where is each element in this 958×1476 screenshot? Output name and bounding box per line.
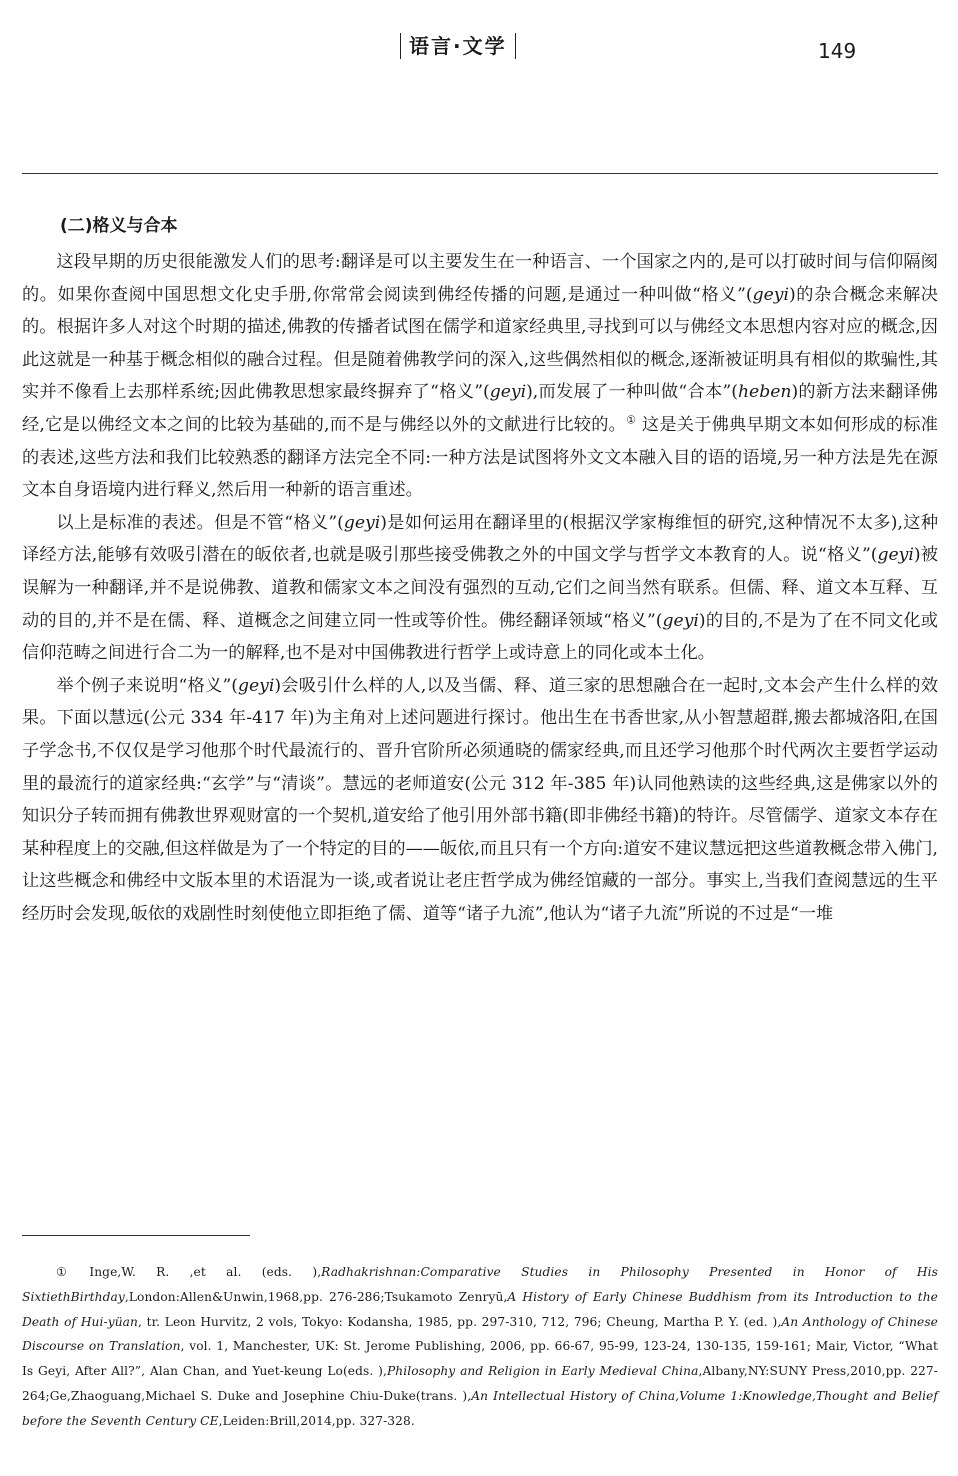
main-content xyxy=(22,212,938,930)
citation-title: An Anthology of Chinese Discourse on Translation xyxy=(22,1314,938,1354)
running-header-section: 语言·文学 xyxy=(400,33,516,59)
footnote-rule xyxy=(22,1235,250,1236)
paragraph: 举个例子来说明“格义”(geyi)会吸引什么样的人,以及当儒、释、道三家的思想融合在一起时,文本会产生什么样的效果。下面以慧远(公元 334 年-417 年)为主角对上述问题进行探讨。他出生在书香世家,从小智慧超群,搬去都城洛阳,在国子学念书,不仅仅是学习他那个时代最流行的、晋升官阶所必须通晓的儒家经典,而且还学习他那个时代两次主要哲学运动里的最流行的道家经典:“玄学”与“清谈”。慧远的老师道安(公元 312 年-385 年)认同他熟读的这些经典,这是佛家以外的知识分子转而拥有佛教世界观财富的一个契机,道安给了他引用外部书籍(即非佛经书籍)的特许。尽管儒学、道家文本存在某种程度上的交融,但这样做是为了一个特定的目的——皈依,而且只有一个方向:道安不建议慧远把这些道教概念带入佛门,让这些概念和佛经中文版本里的术语混为一谈,或者说让老庄哲学成为佛经馆藏的一部分。事实上,当我们查阅慧远的生平经历时会发现,皈依的戏剧性时刻使他立即拒绝了儒、道等“诸子九流”,他认为“诸子九流”所说的不过是“一堆 xyxy=(22,675,939,924)
header-rule xyxy=(22,173,938,174)
citation-title: A History of Early Chinese Buddhism from its Introduction to the Death of Hui-yüan xyxy=(22,1289,938,1329)
footnote-ref: ① xyxy=(626,413,637,427)
section-heading: (二)格义与合本 xyxy=(60,216,178,236)
paragraph: 这段早期的历史很能激发人们的思考:翻译是可以主要发生在一种语言、一个国家之内的,是可以打破时间与信仰隔阂的。如果你查阅中国思想文化史手册,你常常会阅读到佛经传播的问题,是通过一种叫做“格义”(geyi)的杂合概念来解决的。根据许多人对这个时期的描述,佛教的传播者试图在儒学和道家经典里,寻找到可以与佛经文本思想内容对应的概念,因此这就是一种基于概念相似的融合过程。但是随着佛教学问的深入,这些偶然相似的概念,逐渐被证明具有相似的欺骗性,其实并不像看上去那样系统;因此佛教思想家最终摒弃了“格义”(geyi),而发展了一种叫做“合本”(heben)的新方法来翻译佛经,它是以佛经文本之间的比较为基础的,而不是与佛经以外的文献进行比较的。① 这是关于佛典早期文本如何形成的标准的表述,这些方法和我们比较熟悉的翻译方法完全不同:一种方法是试图将外文文本融入目的语的语境,另一种方法是先在源文本自身语境内进行释义,然后用一种新的语言重述。 xyxy=(22,252,938,501)
paragraph: 以上是标准的表述。但是不管“格义”(geyi)是如何运用在翻译里的(根据汉学家梅维恒的研究,这种情况不太多),这种译经方法,能够有效吸引潜在的皈依者,也就是吸引那些接受佛教之外的中国文学与哲学文本教育的人。说“格义”(geyi)被误解为一种翻译,并不是说佛教、道教和儒家文本之间没有强烈的互动,它们之间当然有联系。但儒、释、道文本互释、互动的目的,并不是在儒、释、道概念之间建立同一性或等价性。佛经翻译领域“格义”(geyi)的目的,不是为了在不同文化或信仰范畴之间进行合二为一的解释,也不是对中国佛教进行哲学上或诗意上的同化或本土化。 xyxy=(22,512,939,664)
citation-title: Philosophy and Religion in Early Medieval China xyxy=(386,1364,699,1379)
pinyin-term: geyi xyxy=(237,675,275,696)
pinyin-term: geyi xyxy=(877,545,914,566)
footnote-mark: ① xyxy=(56,1265,84,1279)
footnote-text: Inge,W. R. ,et al. (eds. ),Radhakrishnan:Comparative Studies in Philosophy Presented in Honor of His SixtiethBirthday,London:Allen&Unwin,1968,pp. 276-286;Tsukamoto Zenryū,A History of Early Chinese Buddhism from its Introduction to the Death of Hui-yüan, tr. Leon Hurvitz, 2 vols, Tokyo: Kodansha, 1985, pp. 297-310, 712, 796; Cheung, Martha P. Y. (ed. ),An Anthology of Chinese Discourse on Translation, vol. 1, Manchester, UK: St. Jerome Publishing, 2006, pp. 66-67, 95-99, 123-24, 130-135, 159-161; Mair, Victor, “What Is Geyi, After All?”, Alan Chan, and Yuet-keung Lo(eds. ),Philosophy and Religion in Early Medieval China,Albany,NY:SUNY Press,2010,pp. 227-264;Ge,Zhaoguang,Michael S. Duke and Josephine Chiu-Duke(trans. ),An Intellectual History of China,Volume 1:Knowledge,Thought and Belief before the Seventh Century CE,Leiden:Brill,2014,pp. 327-328. xyxy=(22,1265,938,1428)
footnote xyxy=(22,1260,938,1434)
pinyin-term: geyi xyxy=(343,512,381,533)
citation-title: Radhakrishnan:Comparative Studies in Philosophy Presented in Honor of His SixtiethBirthday xyxy=(22,1265,938,1304)
citation-title: An Intellectual History of China,Volume 1:Knowledge,Thought and Belief before the Seventh Century CE xyxy=(22,1388,938,1428)
pinyin-term: geyi xyxy=(489,382,527,403)
pinyin-term: heben xyxy=(737,382,792,403)
page-number: 149 xyxy=(818,39,857,63)
pinyin-term: geyi xyxy=(752,284,789,305)
pinyin-term: geyi xyxy=(662,610,699,631)
